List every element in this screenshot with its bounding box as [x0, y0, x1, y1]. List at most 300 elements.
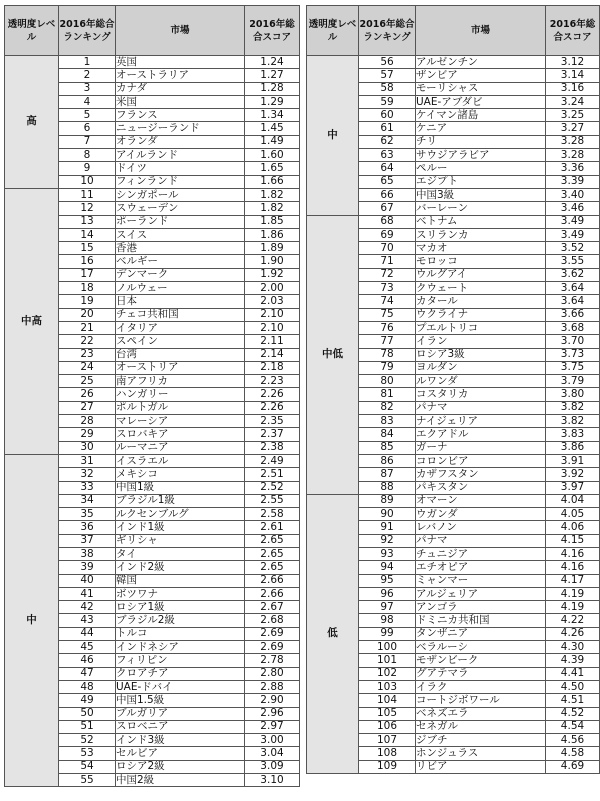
table-row	[5, 188, 300, 201]
score-cell: 4.56	[546, 734, 600, 747]
market-cell: ルクセンブルグ	[116, 508, 245, 521]
score-cell: 2.18	[245, 361, 300, 374]
rank-cell: 24	[59, 361, 116, 374]
score-cell: 3.46	[546, 202, 600, 215]
market-cell: ロシア1級	[116, 601, 245, 614]
market-cell: ロシア3級	[416, 348, 546, 361]
rank-cell: 2	[59, 69, 116, 82]
rank-cell: 13	[59, 215, 116, 228]
market-cell: モロッコ	[416, 255, 546, 268]
score-cell: 4.30	[546, 641, 600, 654]
market-cell: ノルウェー	[116, 282, 245, 295]
market-cell: 米国	[116, 95, 245, 108]
score-cell: 3.12	[546, 56, 600, 69]
market-cell: ザンビア	[416, 69, 546, 82]
score-cell: 3.64	[546, 295, 600, 308]
score-cell: 3.91	[546, 454, 600, 467]
market-cell: チュニジア	[416, 547, 546, 560]
header-rank: 2016年総合ランキング	[359, 6, 416, 56]
market-cell: イラク	[416, 680, 546, 693]
score-cell: 3.25	[546, 109, 600, 122]
market-cell: ガーナ	[416, 441, 546, 454]
score-cell: 3.39	[546, 175, 600, 188]
rank-cell: 28	[59, 415, 116, 428]
market-cell: ジブチ	[416, 734, 546, 747]
rank-cell: 107	[359, 734, 416, 747]
rank-cell: 12	[59, 202, 116, 215]
rank-cell: 109	[359, 760, 416, 773]
market-cell: イラン	[416, 335, 546, 348]
rank-cell: 50	[59, 707, 116, 720]
score-cell: 1.65	[245, 162, 300, 175]
market-cell: シンガポール	[116, 188, 245, 201]
rank-cell: 35	[59, 508, 116, 521]
rank-cell: 65	[359, 175, 416, 188]
market-cell: ブルガリア	[116, 707, 245, 720]
market-cell: ヨルダン	[416, 361, 546, 374]
score-cell: 1.82	[245, 188, 300, 201]
rank-cell: 106	[359, 720, 416, 733]
level-cell: 中高	[5, 188, 59, 454]
score-cell: 2.38	[245, 441, 300, 454]
score-cell: 4.69	[546, 760, 600, 773]
market-cell: ウクライナ	[416, 308, 546, 321]
market-cell: デンマーク	[116, 268, 245, 281]
rank-cell: 36	[59, 521, 116, 534]
market-cell: ロシア2級	[116, 760, 245, 773]
rank-cell: 86	[359, 454, 416, 467]
market-cell: パキスタン	[416, 481, 546, 494]
market-cell: マレーシア	[116, 415, 245, 428]
level-cell: 低	[307, 494, 359, 773]
market-cell: 中国3級	[416, 188, 546, 201]
score-cell: 1.89	[245, 242, 300, 255]
rank-cell: 64	[359, 162, 416, 175]
rank-cell: 25	[59, 375, 116, 388]
market-cell: インド2級	[116, 561, 245, 574]
rank-cell: 21	[59, 321, 116, 334]
score-cell: 2.37	[245, 428, 300, 441]
market-cell: リビア	[416, 760, 546, 773]
score-cell: 1.82	[245, 202, 300, 215]
market-cell: フィリピン	[116, 654, 245, 667]
rank-cell: 62	[359, 135, 416, 148]
rank-cell: 85	[359, 441, 416, 454]
rank-cell: 71	[359, 255, 416, 268]
rank-cell: 22	[59, 335, 116, 348]
market-cell: ギリシャ	[116, 534, 245, 547]
score-cell: 3.79	[546, 375, 600, 388]
rank-cell: 46	[59, 654, 116, 667]
market-cell: 中国2級	[116, 774, 245, 787]
market-cell: 韓国	[116, 574, 245, 587]
score-cell: 2.65	[245, 561, 300, 574]
score-cell: 1.90	[245, 255, 300, 268]
rank-cell: 94	[359, 561, 416, 574]
market-cell: ブラジル2級	[116, 614, 245, 627]
market-cell: フランス	[116, 109, 245, 122]
rank-cell: 5	[59, 109, 116, 122]
score-cell: 3.09	[245, 760, 300, 773]
score-cell: 1.92	[245, 268, 300, 281]
score-cell: 2.67	[245, 601, 300, 614]
market-cell: エクアドル	[416, 428, 546, 441]
rank-cell: 78	[359, 348, 416, 361]
header-rank: 2016年総合ランキング	[59, 6, 116, 56]
rank-cell: 49	[59, 694, 116, 707]
market-cell: スペイン	[116, 335, 245, 348]
rank-cell: 59	[359, 95, 416, 108]
rank-cell: 96	[359, 587, 416, 600]
score-cell: 2.10	[245, 308, 300, 321]
rank-cell: 4	[59, 95, 116, 108]
market-cell: セネガル	[416, 720, 546, 733]
market-cell: ボツワナ	[116, 587, 245, 600]
header-level: 透明度レベル	[307, 6, 359, 56]
score-cell: 4.54	[546, 720, 600, 733]
market-cell: 日本	[116, 295, 245, 308]
rank-cell: 68	[359, 215, 416, 228]
score-cell: 4.51	[546, 694, 600, 707]
rank-cell: 81	[359, 388, 416, 401]
rank-cell: 56	[359, 56, 416, 69]
score-cell: 3.83	[546, 428, 600, 441]
rank-cell: 54	[59, 760, 116, 773]
rank-cell: 1	[59, 56, 116, 69]
rank-cell: 38	[59, 547, 116, 560]
market-cell: コスタリカ	[416, 388, 546, 401]
rank-cell: 97	[359, 601, 416, 614]
rank-cell: 80	[359, 375, 416, 388]
rank-cell: 69	[359, 228, 416, 241]
score-cell: 2.10	[245, 321, 300, 334]
market-cell: ウルグアイ	[416, 268, 546, 281]
rank-cell: 41	[59, 587, 116, 600]
rank-cell: 79	[359, 361, 416, 374]
rank-cell: 15	[59, 242, 116, 255]
table-row	[5, 56, 300, 69]
market-cell: ハンガリー	[116, 388, 245, 401]
market-cell: ドミニカ共和国	[416, 614, 546, 627]
score-cell: 4.41	[546, 667, 600, 680]
score-cell: 3.24	[546, 95, 600, 108]
score-cell: 3.75	[546, 361, 600, 374]
rank-cell: 93	[359, 547, 416, 560]
market-cell: ニュージーランド	[116, 122, 245, 135]
market-cell: チリ	[416, 135, 546, 148]
score-cell: 3.80	[546, 388, 600, 401]
market-cell: アイルランド	[116, 149, 245, 162]
rank-cell: 43	[59, 614, 116, 627]
market-cell: 香港	[116, 242, 245, 255]
score-cell: 3.55	[546, 255, 600, 268]
market-cell: ベルギー	[116, 255, 245, 268]
market-cell: ポルトガル	[116, 401, 245, 414]
market-cell: 南アフリカ	[116, 375, 245, 388]
rank-cell: 77	[359, 335, 416, 348]
score-cell: 3.36	[546, 162, 600, 175]
market-cell: カタール	[416, 295, 546, 308]
score-cell: 2.68	[245, 614, 300, 627]
market-cell: オマーン	[416, 494, 546, 507]
market-cell: スロベニア	[116, 720, 245, 733]
rank-cell: 42	[59, 601, 116, 614]
market-cell: エチオピア	[416, 561, 546, 574]
score-cell: 3.52	[546, 242, 600, 255]
score-cell: 3.28	[546, 135, 600, 148]
score-cell: 1.28	[245, 82, 300, 95]
rank-cell: 53	[59, 747, 116, 760]
score-cell: 4.39	[546, 654, 600, 667]
rank-cell: 101	[359, 654, 416, 667]
score-cell: 4.52	[546, 707, 600, 720]
market-cell: タンザニア	[416, 627, 546, 640]
rank-cell: 29	[59, 428, 116, 441]
market-cell: レバノン	[416, 521, 546, 534]
market-cell: オランダ	[116, 135, 245, 148]
score-cell: 4.19	[546, 601, 600, 614]
score-cell: 3.66	[546, 308, 600, 321]
rank-cell: 66	[359, 188, 416, 201]
score-cell: 2.51	[245, 468, 300, 481]
level-cell: 中低	[307, 215, 359, 494]
score-cell: 1.24	[245, 56, 300, 69]
rank-cell: 26	[59, 388, 116, 401]
market-cell: グアテマラ	[416, 667, 546, 680]
rank-cell: 90	[359, 508, 416, 521]
score-cell: 4.16	[546, 561, 600, 574]
score-cell: 3.97	[546, 481, 600, 494]
market-cell: メキシコ	[116, 468, 245, 481]
rank-cell: 34	[59, 494, 116, 507]
score-cell: 4.19	[546, 587, 600, 600]
market-cell: セルビア	[116, 747, 245, 760]
rank-cell: 55	[59, 774, 116, 787]
market-cell: スリランカ	[416, 228, 546, 241]
market-cell: モザンビーク	[416, 654, 546, 667]
rank-cell: 47	[59, 667, 116, 680]
rank-cell: 95	[359, 574, 416, 587]
score-cell: 3.68	[546, 321, 600, 334]
rank-cell: 60	[359, 109, 416, 122]
score-cell: 4.50	[546, 680, 600, 693]
market-cell: ウガンダ	[416, 508, 546, 521]
market-cell: インド3級	[116, 734, 245, 747]
rank-cell: 9	[59, 162, 116, 175]
market-cell: 台湾	[116, 348, 245, 361]
table-row	[307, 215, 600, 228]
market-cell: マカオ	[416, 242, 546, 255]
score-cell: 2.69	[245, 627, 300, 640]
transparency-table-right	[306, 5, 600, 774]
score-cell: 3.16	[546, 82, 600, 95]
rank-cell: 102	[359, 667, 416, 680]
rank-cell: 10	[59, 175, 116, 188]
score-cell: 4.04	[546, 494, 600, 507]
score-cell: 2.26	[245, 401, 300, 414]
rank-cell: 18	[59, 282, 116, 295]
header-row	[307, 6, 600, 56]
rank-cell: 3	[59, 82, 116, 95]
market-cell: フィンランド	[116, 175, 245, 188]
market-cell: プエルトリコ	[416, 321, 546, 334]
score-cell: 2.03	[245, 295, 300, 308]
market-cell: ドイツ	[116, 162, 245, 175]
market-cell: パナマ	[416, 401, 546, 414]
score-cell: 1.34	[245, 109, 300, 122]
market-cell: バーレーン	[416, 202, 546, 215]
rank-cell: 76	[359, 321, 416, 334]
market-cell: UAE-ドバイ	[116, 680, 245, 693]
table-row	[307, 56, 600, 69]
rank-cell: 98	[359, 614, 416, 627]
rank-cell: 105	[359, 707, 416, 720]
rank-cell: 63	[359, 149, 416, 162]
transparency-table-left	[4, 5, 300, 787]
score-cell: 4.16	[546, 547, 600, 560]
rank-cell: 104	[359, 694, 416, 707]
rank-cell: 27	[59, 401, 116, 414]
score-cell: 4.15	[546, 534, 600, 547]
rank-cell: 84	[359, 428, 416, 441]
rank-cell: 8	[59, 149, 116, 162]
rank-cell: 48	[59, 680, 116, 693]
market-cell: ナイジェリア	[416, 415, 546, 428]
score-cell: 2.61	[245, 521, 300, 534]
score-cell: 3.62	[546, 268, 600, 281]
score-cell: 2.65	[245, 534, 300, 547]
score-cell: 1.60	[245, 149, 300, 162]
score-cell: 4.05	[546, 508, 600, 521]
rank-cell: 37	[59, 534, 116, 547]
rank-cell: 70	[359, 242, 416, 255]
score-cell: 3.49	[546, 228, 600, 241]
market-cell: ルワンダ	[416, 375, 546, 388]
score-cell: 2.88	[245, 680, 300, 693]
rank-cell: 23	[59, 348, 116, 361]
score-cell: 3.73	[546, 348, 600, 361]
rank-cell: 100	[359, 641, 416, 654]
rank-cell: 31	[59, 454, 116, 467]
market-cell: ポーランド	[116, 215, 245, 228]
market-cell: サウジアラビア	[416, 149, 546, 162]
market-cell: UAE-アブダビ	[416, 95, 546, 108]
header-market: 市場	[116, 6, 245, 56]
rank-cell: 92	[359, 534, 416, 547]
rank-cell: 88	[359, 481, 416, 494]
table-row	[307, 494, 600, 507]
market-cell: チェコ共和国	[116, 308, 245, 321]
score-cell: 2.69	[245, 641, 300, 654]
rank-cell: 91	[359, 521, 416, 534]
score-cell: 3.27	[546, 122, 600, 135]
rank-cell: 51	[59, 720, 116, 733]
market-cell: クウェート	[416, 282, 546, 295]
level-cell: 高	[5, 56, 59, 189]
rank-cell: 44	[59, 627, 116, 640]
market-cell: アルジェリア	[416, 587, 546, 600]
market-cell: カナダ	[116, 82, 245, 95]
score-cell: 2.11	[245, 335, 300, 348]
score-cell: 3.70	[546, 335, 600, 348]
rank-cell: 30	[59, 441, 116, 454]
rank-cell: 75	[359, 308, 416, 321]
market-cell: コロンビア	[416, 454, 546, 467]
market-cell: 中国1級	[116, 481, 245, 494]
rank-cell: 16	[59, 255, 116, 268]
market-cell: ベネズエラ	[416, 707, 546, 720]
market-cell: アルゼンチン	[416, 56, 546, 69]
score-cell: 2.90	[245, 694, 300, 707]
market-cell: イタリア	[116, 321, 245, 334]
score-cell: 3.40	[546, 188, 600, 201]
score-cell: 3.10	[245, 774, 300, 787]
market-cell: 英国	[116, 56, 245, 69]
header-level: 透明度レベル	[5, 6, 59, 56]
market-cell: アンゴラ	[416, 601, 546, 614]
header-market: 市場	[416, 6, 546, 56]
rank-cell: 40	[59, 574, 116, 587]
score-cell: 4.58	[546, 747, 600, 760]
market-cell: トルコ	[116, 627, 245, 640]
score-cell: 3.64	[546, 282, 600, 295]
rank-cell: 72	[359, 268, 416, 281]
header-row	[5, 6, 300, 56]
score-cell: 1.85	[245, 215, 300, 228]
market-cell: パナマ	[416, 534, 546, 547]
market-cell: カザフスタン	[416, 468, 546, 481]
score-cell: 2.52	[245, 481, 300, 494]
level-cell: 中	[5, 454, 59, 786]
score-cell: 2.80	[245, 667, 300, 680]
score-cell: 1.66	[245, 175, 300, 188]
rank-cell: 103	[359, 680, 416, 693]
market-cell: ルーマニア	[116, 441, 245, 454]
score-cell: 2.58	[245, 508, 300, 521]
score-cell: 3.14	[546, 69, 600, 82]
score-cell: 3.86	[546, 441, 600, 454]
score-cell: 2.96	[245, 707, 300, 720]
market-cell: ベラルーシ	[416, 641, 546, 654]
market-cell: クロアチア	[116, 667, 245, 680]
score-cell: 3.28	[546, 149, 600, 162]
score-cell: 2.49	[245, 454, 300, 467]
market-cell: オーストリア	[116, 361, 245, 374]
rank-cell: 83	[359, 415, 416, 428]
market-cell: ベトナム	[416, 215, 546, 228]
market-cell: コートジボワール	[416, 694, 546, 707]
rank-cell: 32	[59, 468, 116, 481]
score-cell: 3.92	[546, 468, 600, 481]
rank-cell: 45	[59, 641, 116, 654]
rank-cell: 73	[359, 282, 416, 295]
rank-cell: 39	[59, 561, 116, 574]
market-cell: モーリシャス	[416, 82, 546, 95]
market-cell: スイス	[116, 228, 245, 241]
rank-cell: 58	[359, 82, 416, 95]
score-cell: 1.27	[245, 69, 300, 82]
score-cell: 2.14	[245, 348, 300, 361]
score-cell: 4.17	[546, 574, 600, 587]
market-cell: オーストラリア	[116, 69, 245, 82]
rank-cell: 57	[359, 69, 416, 82]
score-cell: 1.49	[245, 135, 300, 148]
market-cell: タイ	[116, 547, 245, 560]
score-cell: 2.55	[245, 494, 300, 507]
score-cell: 4.06	[546, 521, 600, 534]
score-cell: 2.65	[245, 547, 300, 560]
rank-cell: 67	[359, 202, 416, 215]
